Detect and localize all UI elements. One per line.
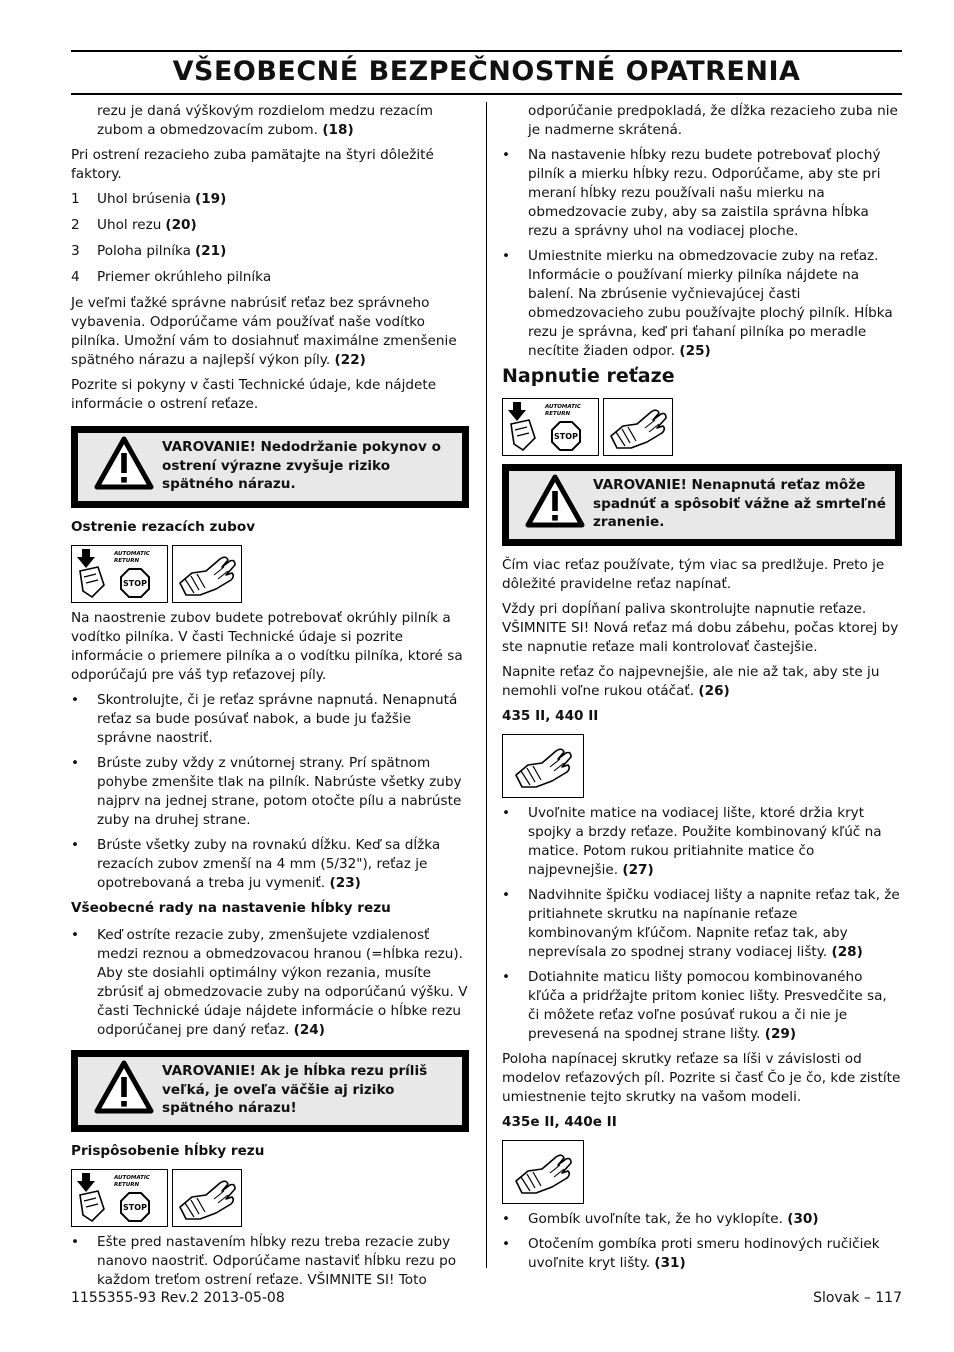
factor-item: 1 Uhol brúsenia (19) bbox=[71, 191, 227, 207]
bullet-list-depth-gauge bbox=[502, 146, 902, 361]
bullet-icon: • bbox=[71, 1234, 80, 1250]
icon-row bbox=[71, 545, 469, 603]
icon-row bbox=[502, 398, 902, 456]
right-column bbox=[502, 102, 902, 1279]
bullet-item: • Skontrolujte, či je reťaz správne napnutá. Nenapnutá reťaz sa bude posúvať nabok, a bude ju ťažšie správne naostriť. bbox=[71, 692, 458, 746]
warning-triangle-icon bbox=[525, 474, 585, 534]
warning-triangle-icon bbox=[94, 436, 154, 496]
protective-glove-icon bbox=[502, 1140, 584, 1204]
warning-box-chain bbox=[502, 464, 902, 546]
bullet-item: • Ešte pred nastavením hĺbky rezu treba rezacie zuby nanovo naostriť. Odporúčame nastaviť hĺbku rezu po každom treťom ostrení reťaze. VŠIMNITE SI! Toto bbox=[71, 1234, 457, 1288]
paragraph-continued: odporúčanie predpokladá, že dĺžka rezacieho zuba nie je nadmerne skrátená. bbox=[528, 103, 898, 138]
automatic-return-stop-icon bbox=[71, 545, 168, 603]
bullet-icon: • bbox=[71, 692, 80, 708]
title-top-rule bbox=[71, 50, 902, 52]
bullet-list-adjust bbox=[71, 1233, 469, 1290]
bullet-item: • Uvoľnite matice na vodiacej lište, ktoré držia kryt spojky a brzdy reťaze. Použite kombinovaný kľúč na matice. Potom rukou pritiahnite matice čo najpevnejšie. (27) bbox=[502, 805, 882, 878]
bullet-icon: • bbox=[502, 1211, 511, 1227]
paragraph-see-technical: Pozrite si pokyny v časti Technické údaje, kde nájdete informácie o ostrení reťaze. bbox=[71, 377, 437, 412]
warning-text: VAROVANIE! Nenapnutá reťaz môže spadnúť a spôsobiť vážne až smrteľné zranenie. bbox=[593, 477, 886, 531]
bullet-item: • Brúste zuby vždy z vnútornej strany. Prí spätnom pohybe zmenšite tlak na pilník. Nabrúste všetky zuby najprv na jednej strane, potom otočte pílu a nabrúste zuby na druhej strane. bbox=[71, 755, 462, 828]
warning-text: VAROVANIE! Nedodržanie pokynov o ostrení výrazne zvyšuje riziko spätného nárazu. bbox=[162, 439, 441, 493]
footer-document-number: 1155355-93 Rev.2 2013-05-08 bbox=[71, 1290, 285, 1306]
stop-label: STOP bbox=[122, 579, 147, 588]
column-divider bbox=[486, 102, 487, 1268]
left-column bbox=[71, 102, 469, 1296]
icon-row bbox=[502, 1140, 902, 1204]
bullet-icon: • bbox=[71, 755, 80, 771]
icon-row bbox=[502, 734, 902, 798]
warning-box-depth bbox=[71, 1050, 469, 1132]
subheading-sharpening: Ostrenie rezacích zubov bbox=[71, 519, 256, 535]
bullet-item: • Brúste všetky zuby na rovnakú dĺžku. Keď sa dĺžka rezacích zubov zmenší na 4 mm (5/32"), reťaz je opotrebovaná a treba ju vymeniť. (23) bbox=[71, 837, 441, 891]
section-heading-chain-tension: Napnutie reťaze bbox=[502, 365, 675, 387]
protective-glove-icon bbox=[172, 1169, 242, 1227]
automatic-return-stop-icon bbox=[71, 1169, 168, 1227]
bullet-item: • Keď ostríte rezacie zuby, zmenšujete vzdialenosť medzi reznou a obmedzovacou hranou (=hĺbka rezu). Aby ste dosiahli optimálny výkon rezania, musíte zbrúsiť aj obmedzovacie zuby na odporúčanú výšku. V časti Technické údaje nájdete informácie o hĺbke rezu odporúčanej pre daný reťaz. (24) bbox=[71, 927, 468, 1038]
protective-glove-icon bbox=[502, 734, 584, 798]
title-bottom-rule bbox=[71, 93, 902, 95]
warning-text: VAROVANIE! Ak je hĺbka rezu príliš veľká, je oveľa väčšie aj riziko spätného nárazu! bbox=[162, 1063, 428, 1117]
footer-page-number: Slovak – 117 bbox=[813, 1290, 902, 1306]
bullet-icon: • bbox=[502, 887, 511, 903]
bullet-icon: • bbox=[502, 969, 511, 985]
bullet-list-depth bbox=[71, 926, 469, 1040]
bullet-item: • Otočením gombíka proti smeru hodinových ručičiek uvoľnite kryt lišty. (31) bbox=[502, 1236, 880, 1271]
bullet-icon: • bbox=[502, 147, 511, 163]
bullet-list-model2 bbox=[502, 1210, 902, 1273]
subheading-depth-advice: Všeobecné rady na nastavenie hĺbky rezu bbox=[71, 900, 391, 916]
page-title: VŠEOBECNÉ BEZPEČNOSTNÉ OPATRENIA bbox=[172, 56, 801, 87]
return-label: RETURN bbox=[113, 1182, 139, 1188]
return-label: RETURN bbox=[113, 558, 139, 564]
bullet-item: • Na nastavenie hĺbky rezu budete potrebovať plochý pilník a mierku hĺbky rezu. Odporúčame, aby ste pri meraní hĺbky rezu používali našu mierku na obmedzovacie zuby, aby sa zaistila správna hĺbka rezu a správny uhol na vodiacej ploche. bbox=[502, 147, 881, 239]
stop-label: STOP bbox=[553, 432, 578, 441]
bullet-item: • Dotiahnite maticu lišty pomocou kombinovaného kľúča a pridŕžajte pritom koniec lišty. Presvedčite sa, či môžete reťaz voľne posúvať rukou a či nie je prevesená na spodnej strane lišty. (29) bbox=[502, 969, 887, 1042]
warning-box-kickback bbox=[71, 426, 469, 508]
bullet-list-sharpening bbox=[71, 691, 469, 893]
model-heading-435-440: 435 II, 440 II bbox=[502, 708, 599, 724]
paragraph-chain-longer: Čím viac reťaz používate, tým viac sa predlžuje. Preto je dôležité pravidelne reťaz napínať. bbox=[502, 557, 885, 592]
return-label: RETURN bbox=[544, 411, 570, 417]
stop-label: STOP bbox=[122, 1203, 147, 1212]
protective-glove-icon bbox=[603, 398, 673, 456]
protective-glove-icon bbox=[172, 545, 242, 603]
automatic-label: AUTOMATIC bbox=[113, 551, 150, 557]
bullet-item: • Gombík uvoľníte tak, že ho vyklopíte. (30) bbox=[502, 1211, 819, 1227]
bullet-icon: • bbox=[502, 1236, 511, 1252]
paragraph-round-file: Na naostrenie zubov budete potrebovať okrúhly pilník a vodítko pilníka. V časti Technické údaje si pozrite informácie o priemere pilníka a o vodítku pilníka, ktoré sa odporúčajú pre váš typ reťazovej píly. bbox=[71, 610, 463, 683]
factor-item: 4 Priemer okrúhleho pilníka bbox=[71, 269, 272, 285]
bullet-icon: • bbox=[502, 248, 511, 264]
bullet-item: • Nadvihnite špičku vodiacej lišty a napnite reťaz tak, že pritiahnete skrutku na napínanie reťaze kombinovaným kľúčom. Napnite reťaz tak, aby neprevísala zo spodnej strany vodiacej lišty. (28) bbox=[502, 887, 900, 960]
bullet-icon: • bbox=[71, 837, 80, 853]
warning-triangle-icon bbox=[94, 1060, 154, 1120]
paragraph-equipment: Je veľmi ťažké správne nabrúsiť reťaz bez správneho vybavenia. Odporúčame vám používať naše vodítko pilníka. Umožní vám to dosiahnuť maximálne zmenšenie spätného nárazu a najlepší výkon píly. (22) bbox=[71, 295, 457, 368]
paragraph-tighten: Napnite reťaz čo najpevnejšie, ale nie až tak, aby ste ju nemohli voľne rukou otáčať. (26) bbox=[502, 664, 880, 699]
model-heading-435e-440e: 435e II, 440e II bbox=[502, 1114, 617, 1130]
factors-list bbox=[71, 190, 469, 287]
automatic-label: AUTOMATIC bbox=[544, 404, 581, 410]
automatic-return-stop-icon bbox=[502, 398, 599, 456]
bullet-item: • Umiestnite mierku na obmedzovacie zuby na reťaz. Informácie o používaní mierky pilníka nájdete na balení. Na zbrúsenie vyčnievajúcej časti obmedzovacieho zubu používajte plochý pilník. Hĺbka rezu je správna, keď pri ťahaní pilníka po meradle necítite žiaden odpor. (25) bbox=[502, 248, 893, 359]
bullet-list-model1 bbox=[502, 804, 902, 1044]
paragraph-screw-position: Poloha napínacej skrutky reťaze sa líši v závislosti od modelov reťazových píl. Pozrite si časť Čo je čo, kde zistíte umiestnenie tejto skrutky na vašom modeli. bbox=[502, 1051, 901, 1105]
paragraph-cutting-depth: rezu je daná výškovým rozdielom medzu rezacím zubom a obmedzovacím zubom. (18) bbox=[97, 103, 434, 138]
paragraph-factors: Pri ostrení rezacieho zuba pamätajte na štyri dôležité faktory. bbox=[71, 147, 434, 182]
factor-item: 2 Uhol rezu (20) bbox=[71, 217, 197, 233]
subheading-adjust-depth: Prispôsobenie hĺbky rezu bbox=[71, 1143, 265, 1159]
icon-row bbox=[71, 1169, 469, 1227]
factor-item: 3 Poloha pilníka (21) bbox=[71, 243, 227, 259]
paragraph-check-fuel: Vždy pri dopĺňaní paliva skontrolujte napnutie reťaze. VŠIMNITE SI! Nová reťaz má dobu zábehu, počas ktorej by ste napnutie reťaze mali kontrolovať častejšie. bbox=[502, 601, 899, 655]
bullet-icon: • bbox=[502, 805, 511, 821]
bullet-icon: • bbox=[71, 927, 80, 943]
automatic-label: AUTOMATIC bbox=[113, 1175, 150, 1181]
